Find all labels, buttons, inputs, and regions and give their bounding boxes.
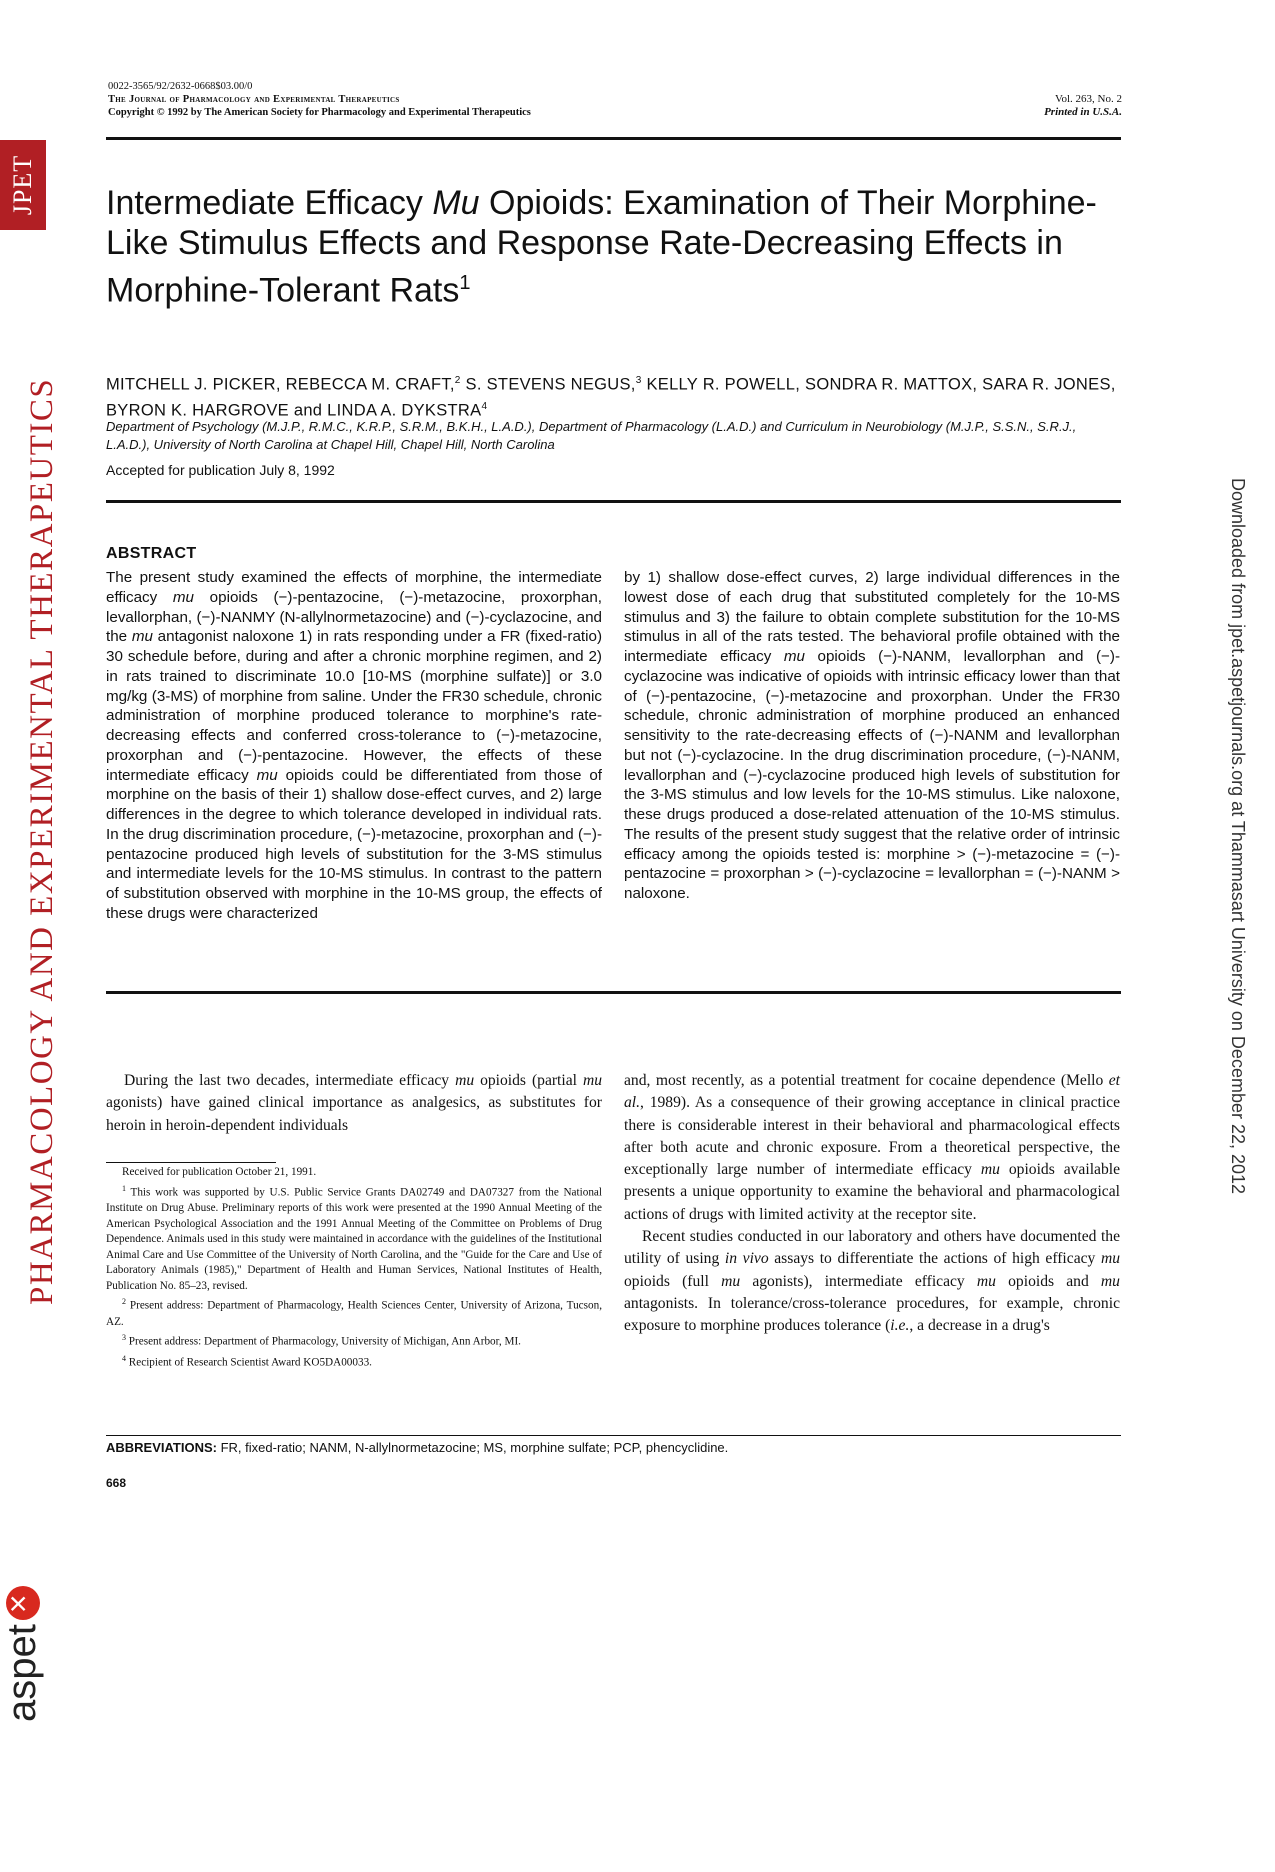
intro-right-column — [624, 1070, 1120, 1338]
jpet-logo — [0, 140, 46, 230]
abbreviations: ABBREVIATIONS: FR, fixed-ratio; NANM, N-allylnormetazocine; MS, morphine sulfate; PCP, phencyclidine. — [106, 1440, 729, 1455]
volume-info — [1044, 93, 1122, 119]
article-title: Intermediate Efficacy Mu Opioids: Examination of Their Morphine-Like Stimulus Effects and Response Rate-Decreasing Effects in Morphine-Tolerant Rats$^1$ — [106, 184, 1097, 310]
journal-vertical-text: PHARMACOLOGY AND EXPERIMENTAL THERAPEUTICS — [24, 377, 60, 1305]
jpet-logo-text: JPET — [8, 154, 37, 216]
download-notice-text: Downloaded from jpet.aspetjournals.org at Thammasart University on December 22, 2012 — [1228, 478, 1248, 1195]
copyright: Copyright © 1992 by The American Society for Pharmacology and Experimental Therapeutics — [108, 107, 531, 118]
title-italic: Mu — [432, 184, 480, 222]
journal-name: The Journal of Pharmacology and Experimental Therapeutics — [108, 94, 400, 105]
aspet-logo — [0, 1624, 46, 1872]
abstract-right-column: by 1) shallow dose-effect curves, 2) large individual differences in the lowest dose of each drug that substituted completely for the 10-MS stimulus and 3) the failure to obtain complete substitution for the 10-MS stimulus in all of the rats tested. The behavioral profile obtained with the intermediate efficacy mu opioids (−)-NANM, levallorphan and (−)-cyclazocine was indicative of opioids with intrinsic efficacy lower than that of (−)-pentazocine, (−)-metazocine and proxorphan. Under the FR30 schedule, chronic administration of morphine produced an enhanced sensitivity to the rate-decreasing effects of (−)-NANM and levallorphan but not (−)-cyclazocine. In the drug discrimination procedure, (−)-NANM, levallorphan and (−)-cyclazocine produced high levels of substitution for the 3-MS stimulus and low levels for the 10-MS stimulus. Like naloxone, these drugs produced a dose-related attenuation of the 10-MS stimulus. The results of the present study suggest that the relative order of intrinsic efficacy among the opioids tested is: morphine > (−)-metazocine = (−)-pentazocine = proxorphan > (−)-cyclazocine = levallorphan = (−)-NANM > naloxone. — [624, 569, 1120, 902]
aspet-logo-mark-icon — [6, 1586, 40, 1620]
accepted-date: Accepted for publication July 8, 1992 — [106, 462, 335, 478]
printed-in: Printed in U.S.A. — [1044, 106, 1122, 118]
title-footnote-mark: 1 — [459, 272, 471, 294]
journal-header — [108, 80, 531, 119]
abstract-left-column: The present study examined the effects of morphine, the intermediate efficacy mu opioids (−)-pentazocine, (−)-metazocine, proxorphan, levallorphan, (−)-NANMY (N-allylnormetazocine) and (−)-cyclazocine, and the mu antagonist naloxone 1) in rats responding under a FR (fixed-ratio) 30 schedule before, during and after a chronic morphine regimen, and 2) in rats trained to discriminate 10.0 [10-MS (morphine sulfate)] or 3.0 mg/kg (3-MS) of morphine from saline. Under the FR30 schedule, chronic administration of morphine produced tolerance to morphine's rate-decreasing effects and conferred cross-tolerance to (−)-metazocine, proxorphan and (−)-pentazocine. However, the effects of these intermediate efficacy mu opioids could be differentiated from those of morphine on the basis of their 1) shallow dose-effect curves, and 2) large differences in the degree to which tolerance developed in individual rats. In the drug discrimination procedure, (−)-metazocine, proxorphan and (−)-pentazocine produced high levels of substitution for the 3-MS stimulus and intermediate levels for the 10-MS stimulus. In contrast to the pattern of substitution observed with morphine in the 10-MS group, the effects of these drugs were characterized — [106, 569, 602, 922]
received-date: Received for publication October 21, 1991. — [122, 1166, 317, 1178]
footnote-3: $^3$ Present address: Department of Pharmacology, University of Michigan, Ann Arbor, MI. — [122, 1333, 521, 1349]
header-rule — [106, 137, 1121, 140]
footnote-4: $^4$ Recipient of Research Scientist Award KO5DA00033. — [122, 1353, 372, 1369]
aspet-logo-text: aspet — [0, 1624, 44, 1722]
abstract-heading: ABSTRACT — [106, 545, 197, 562]
author-list: MITCHELL J. PICKER, REBECCA M. CRAFT,$^2$ S. STEVENS NEGUS,$^3$ KELLY R. POWELL, SONDRA R. MATTOX, SARA R. JONES, BYRON K. HARGROVE and LINDA A. DYKSTRA$^4$ — [106, 375, 1116, 419]
abbreviations-rule — [106, 1435, 1121, 1436]
abstract-bottom-rule — [106, 991, 1121, 994]
footnote-2: $^2$ Present address: Department of Pharmacology, Health Sciences Center, University of Arizona, Tucson, AZ. — [106, 1297, 602, 1328]
abstract-top-rule — [106, 500, 1121, 503]
page-number: 668 — [106, 1476, 127, 1490]
footnotes — [106, 1165, 602, 1371]
article-code: 0022-3565/92/2632-0668$03.00/0 — [108, 81, 253, 92]
footnote-rule — [106, 1162, 276, 1163]
intro-paragraph-2: Recent studies conducted in our laboratory and others have documented the utility of using in vivo assays to differentiate the actions of high efficacy mu opioids (full mu agonists), intermediate efficacy mu opioids and mu antagonists. In tolerance/cross-tolerance procedures, for example, chronic exposure to morphine produces tolerance (i.e., a decrease in a drug's — [624, 1228, 1121, 1335]
affiliation: Department of Psychology (M.J.P., R.M.C., K.R.P., S.R.M., B.K.H., L.A.D.), Department of Pharmacology (L.A.D.) and Curriculum in Neurobiology (M.J.P., S.S.N., S.R.J., L.A.D.), University of North Carolina at Chapel Hill, Chapel Hill, North Carolina — [106, 419, 1077, 452]
intro-paragraph-1: and, most recently, as a potential treatment for cocaine dependence (Mello et al., 1989). As a consequence of their growing acceptance in clinical practice there is considerable interest in their behavioral and pharmacological effects after both acute and chronic exposure. From a theoretical perspective, the exceptionally large number of intermediate efficacy mu opioids available presents a unique opportunity to examine the behavioral and pharmacological actions of drugs with limited activity at the receptor site. — [624, 1072, 1120, 1223]
footnote-1: $^1$ This work was supported by U.S. Public Service Grants DA02749 and DA07327 from the National Institute on Drug Abuse. Preliminary reports of this work were presented at the 1990 Annual Meeting of the American Psychological Association and the 1991 Annual Meeting of the Committee on Problems of Drug Dependence. Animals used in this study were maintained in accordance with the guidelines of the Institutional Animal Care and Use Committee of the University of North Carolina, and the "Guide for the Care and Use of Laboratory Animals (1985)," Department of Health and Human Services, National Institutes of Health, Publication No. 85–23, revised. — [106, 1183, 602, 1292]
volume-number: Vol. 263, No. 2 — [1054, 93, 1122, 105]
download-notice — [1220, 478, 1250, 1195]
intro-left-column: During the last two decades, intermediate efficacy mu opioids (partial mu agonists) have gained clinical importance as analgesics, as substitutes for heroin in heroin-dependent individuals — [106, 1072, 602, 1134]
